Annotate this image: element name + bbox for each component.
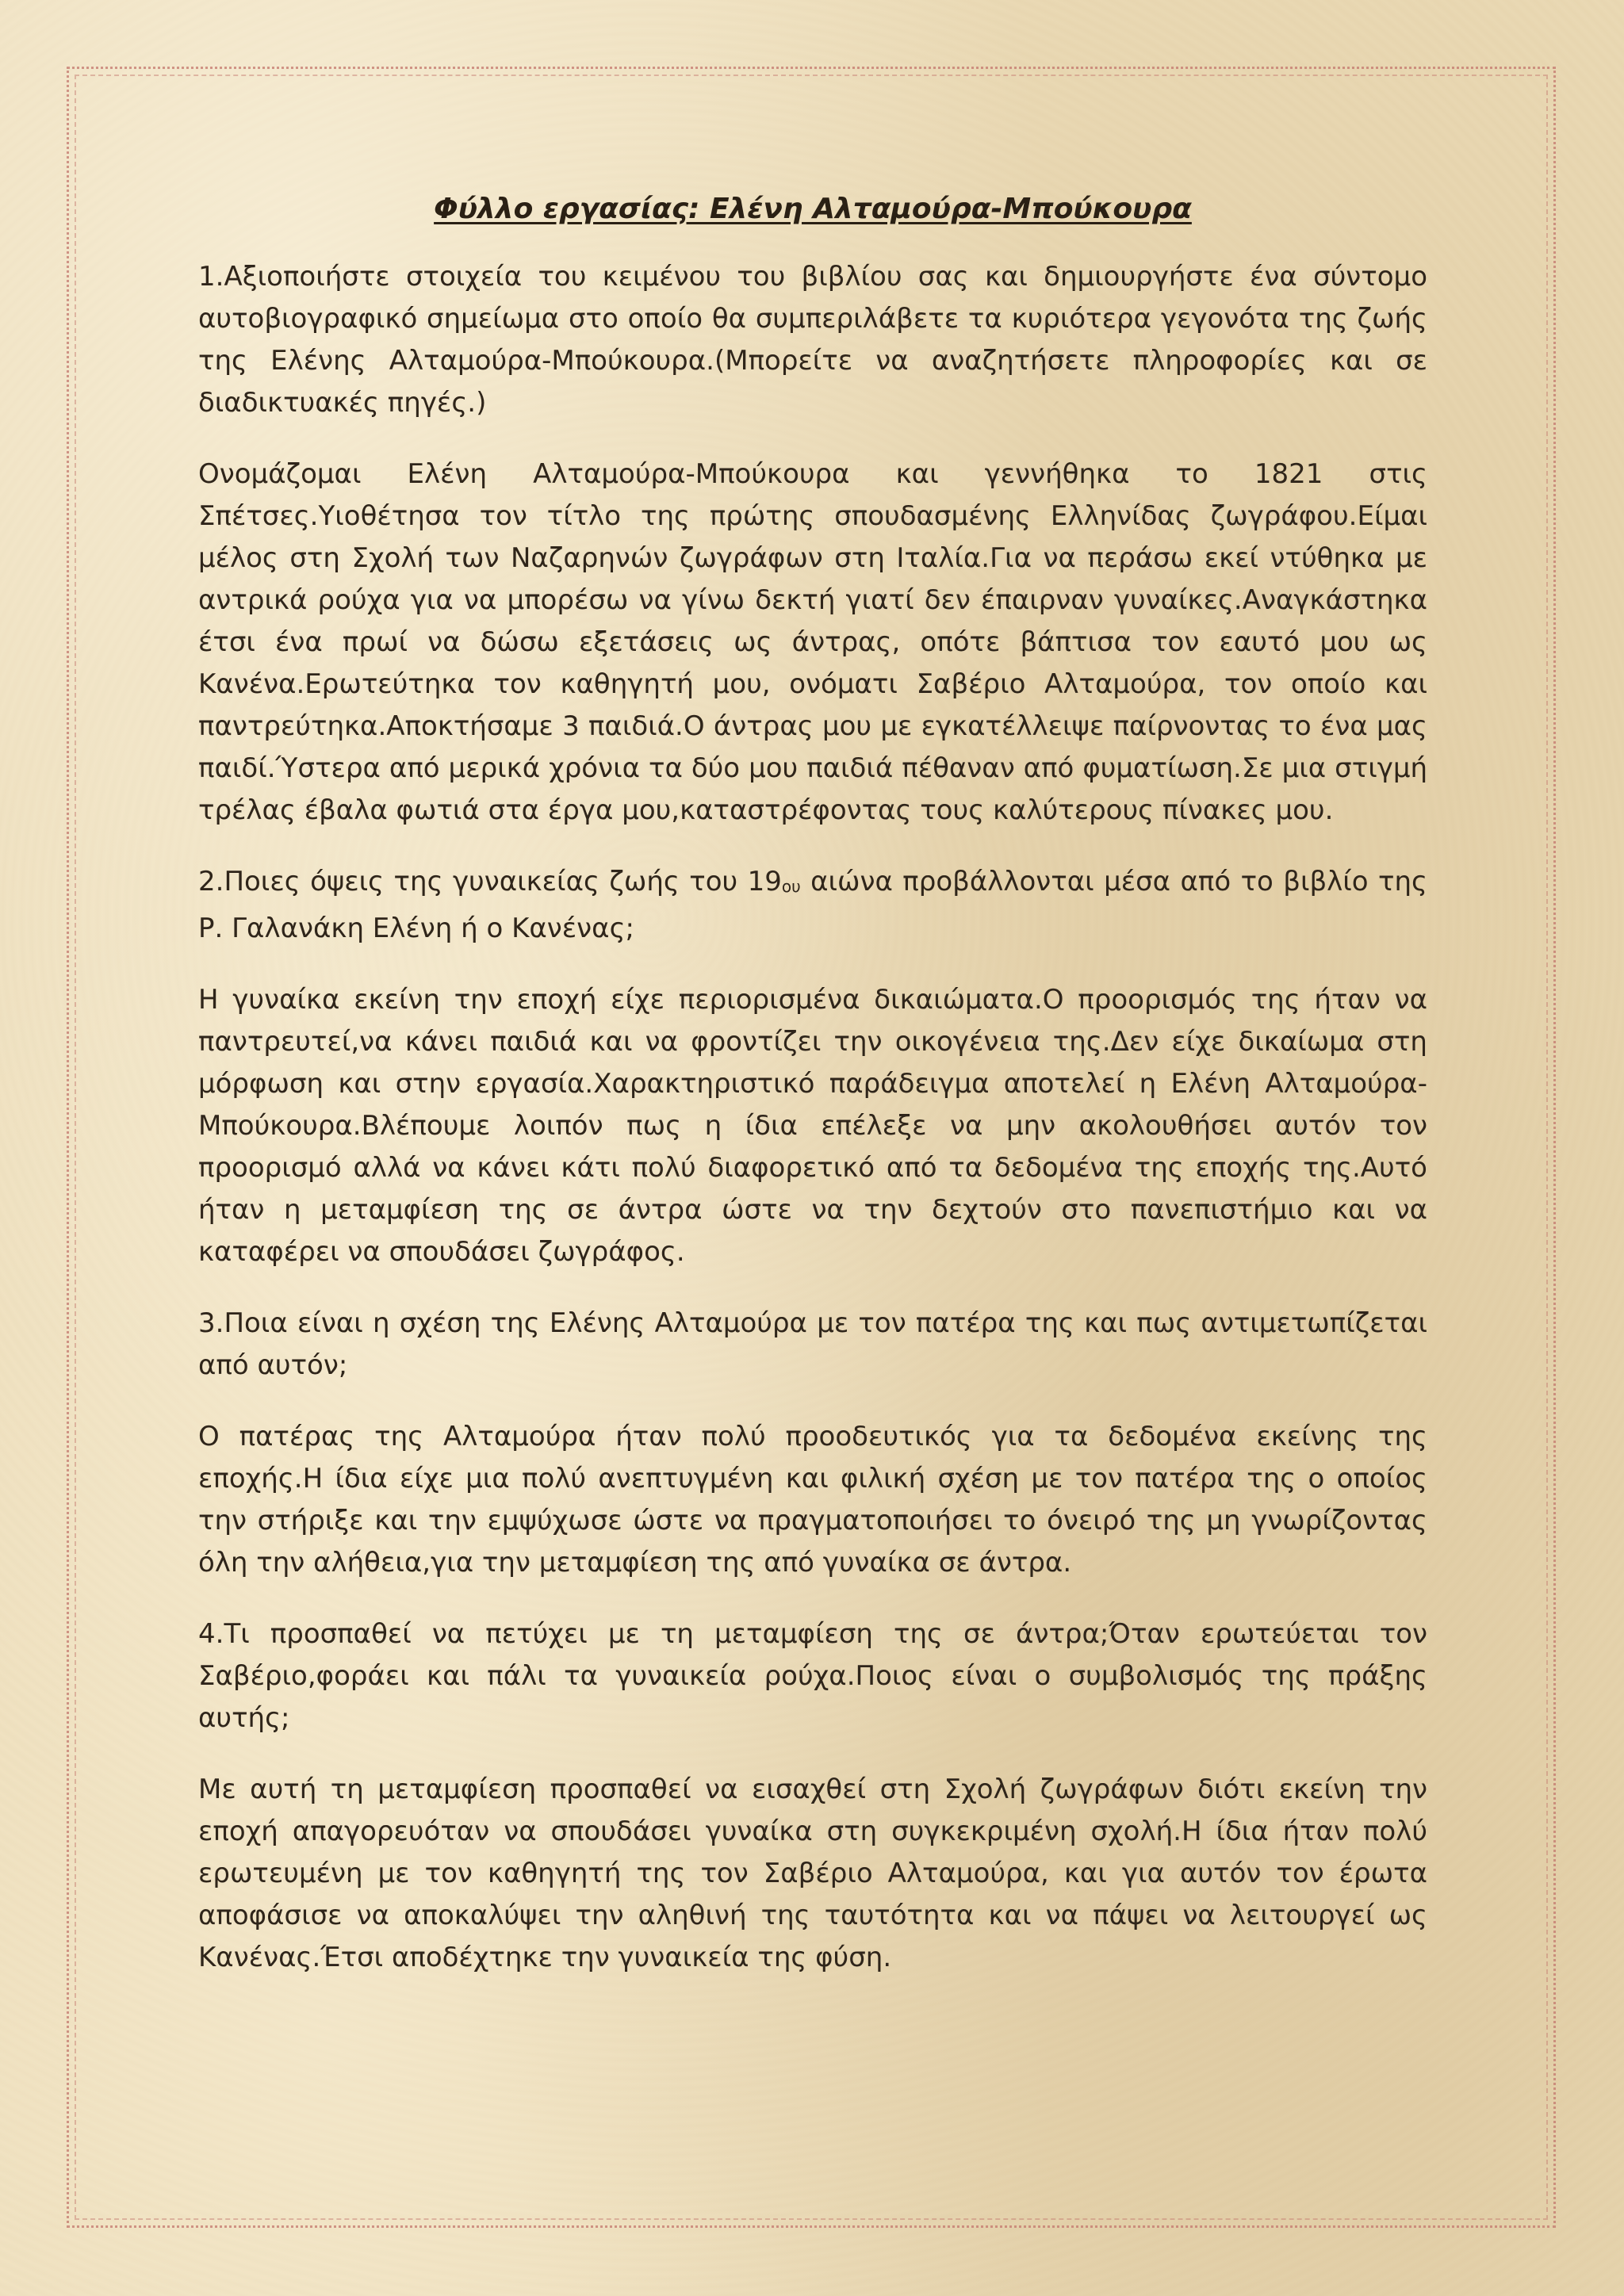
answer-4: Με αυτή τη μεταμφίεση προσπαθεί να εισαχθεί στη Σχολή ζωγράφων διότι εκείνη την εποχή απαγορευόταν να σπουδάσει γυναίκα στη συγκεκριμένη σχολή.Η ίδια ήταν πολύ ερωτευμένη με τον καθηγητή της τον Σαβέριο Αλταμούρα, και για αυτόν τον έρωτα αποφάσισε να αποκαλύψει την αληθινή της ταυτότητα και να πάψει να λειτουργεί ως Κανένας.Έτσι αποδέχτηκε την γυναικεία της φύση. [198, 1773, 1427, 1973]
answer-2: Η γυναίκα εκείνη την εποχή είχε περιορισμένα δικαιώματα.Ο προορισμός της ήταν να παντρευτεί,να κάνει παιδιά και να φροντίζει την οικογένεια της.Δεν είχε δικαίωμα στη μόρφωση και στην εργασία.Χαρακτηριστικό παράδειγμα αποτελεί η Ελένη Αλταμούρα-Μπούκουρα.Βλέπουμε λοιπόν πως η ίδια επέλεξε να μην ακολουθήσει αυτόν τον προορισμό αλλά να κάνει κάτι πολύ διαφορετικό από τα δεδομένα της εποχής της.Αυτό ήταν η μεταμφίεση της σε άντρα ώστε να την δεχτούν στο πανεπιστήμιο και να καταφέρει να σπουδάσει ζωγράφος. [198, 983, 1427, 1268]
answer-3: Ο πατέρας της Αλταμούρα ήταν πολύ προοδευτικός για τα δεδομένα εκείνης της εποχής.Η ίδια είχε μια πολύ ανεπτυγμένη και φιλική σχέση με τον πατέρα της ο οποίος την στήριξε και την εμψύχωσε ώστε να πραγματοποιήσει το όνειρό της μη γνωρίζοντας όλη την αλήθεια,για την μεταμφίεση της από γυναίκα σε άντρα. [198, 1420, 1427, 1578]
question-2-text-end: αιώνα προβάλλονται μέσα από το βιβλίο της Ρ. Γαλανάκη Ελένη ή ο Κανένας; [198, 865, 1427, 944]
question-3: 3.Ποια είναι η σχέση της Ελένης Αλταμούρα με τον πατέρα της και πως αντιμετωπίζεται από αυτόν; [198, 1307, 1427, 1381]
answer-1: Ονομάζομαι Ελένη Αλταμούρα-Μπούκουρα και γεννήθηκα το 1821 στις Σπέτσες.Υιοθέτησα τον τίτλο της πρώτης σπουδασμένης Ελληνίδας ζωγράφου.Είμαι μέλος στη Σχολή των Ναζαρηνών ζωγράφων στη Ιταλία.Για να περάσω εκεί ντύθηκα με αντρικά ρούχα για να μπορέσω να γίνω δεκτή γιατί δεν έπαιρναν γυναίκες.Αναγκάστηκα έτσι ένα πρωί να δώσω εξετάσεις ως άντρας, οπότε βάπτισα τον εαυτό μου ως Κανένα.Ερωτεύτηκα τον καθηγητή μου, ονόματι Σαβέριο Αλταμούρα, τον οποίο και παντρεύτηκα.Αποκτήσαμε 3 παιδιά.Ο άντρας μου με εγκατέλλειψε παίρνοντας το ένα μας παιδί.Ύστερα από μερικά χρόνια τα δύο μου παιδιά πέθαναν από φυματίωση.Σε μια στιγμή τρέλας έβαλα φωτιά στα έργα μου,καταστρέφοντας τους καλύτερους πίνακες μου. [198, 457, 1427, 826]
worksheet-content [198, 190, 1427, 2008]
question-4: 4.Τι προσπαθεί να πετύχει με τη μεταμφίεση της σε άντρα;Όταν ερωτεύεται τον Σαβέριο,φοράει και πάλι τα γυναικεία ρούχα.Ποιος είναι ο συμβολισμός της πράξης αυτής; [198, 1617, 1427, 1734]
question-2-text-start: 2.Ποιες όψεις της γυναικείας ζωής του 19 [198, 865, 782, 897]
worksheet-title: Φύλλο εργασίας: Ελένη Αλταμούρα-Μπούκουρα [434, 193, 1192, 225]
question-1: 1.Αξιοποιήστε στοιχεία του κειμένου του βιβλίου σας και δημιουργήστε ένα σύντομο αυτοβιογραφικό σημείωμα στο οποίο θα συμπεριλάβετε τα κυριότερα γεγονότα της ζωής της Ελένης Αλταμούρα-Μπούκουρα.(Μπορείτε να αναζητήσετε πληροφορίες και σε διαδικτυακές πηγές.) [198, 260, 1427, 419]
question-2 [198, 861, 1427, 950]
question-2-century-suffix: ου [781, 876, 801, 896]
